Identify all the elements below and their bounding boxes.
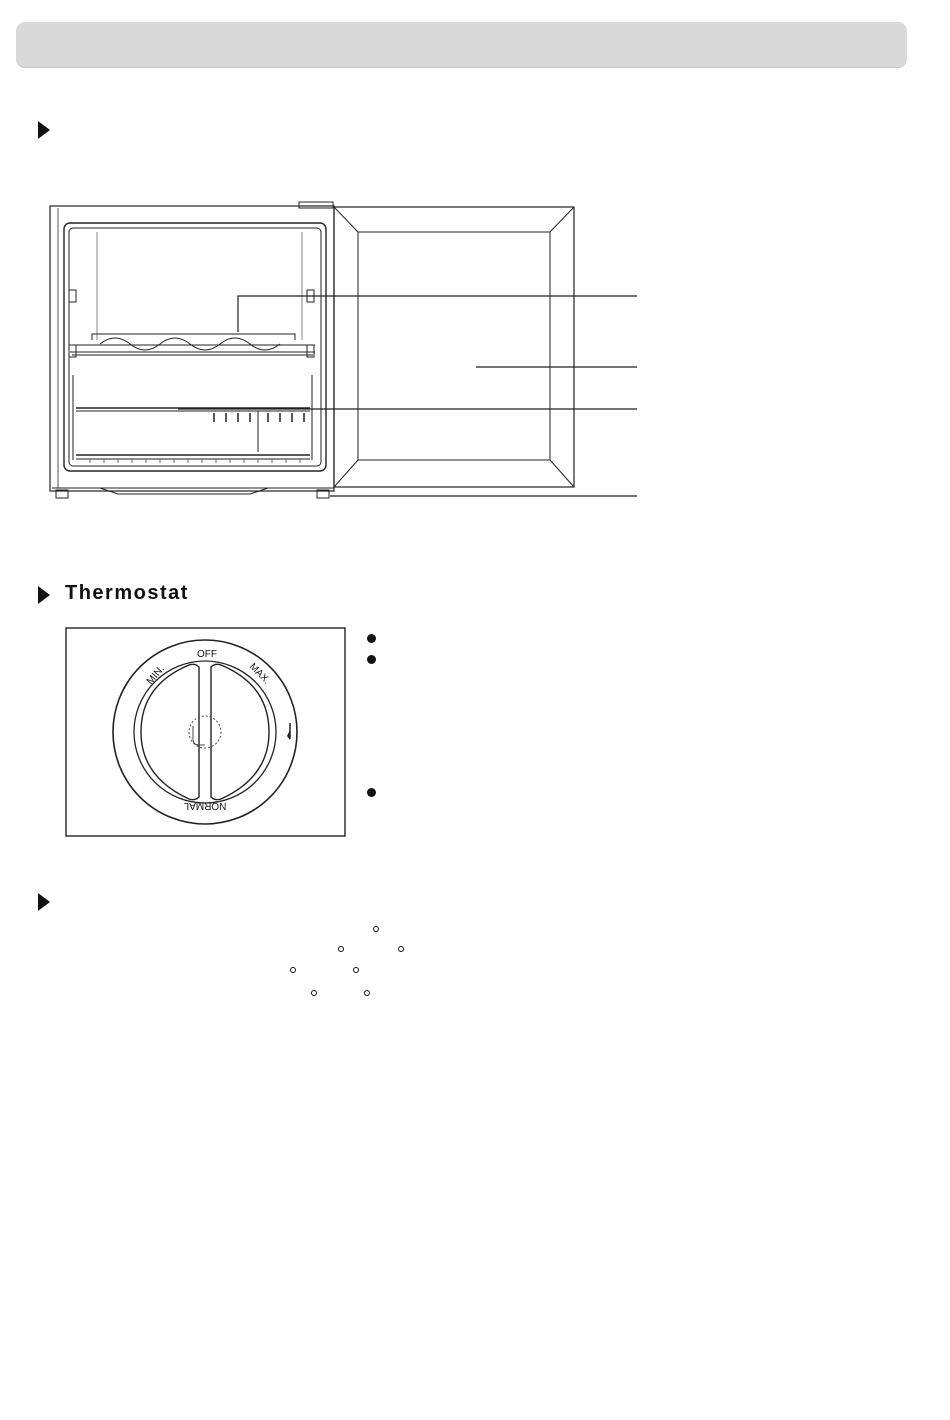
vent-ticks (214, 413, 304, 422)
degree-symbol-icon (364, 990, 370, 996)
dial-label-min: MIN. (144, 663, 167, 687)
bullet-icon (367, 655, 376, 664)
door-bevel-tr (550, 207, 574, 232)
door-bevel-br (550, 460, 574, 487)
bottom-rack-ticks (90, 459, 300, 463)
dial-label-off: OFF (197, 649, 217, 660)
section-marker-icon (38, 586, 50, 604)
door-bevel-bl (334, 460, 358, 487)
degree-symbol-icon (353, 967, 359, 973)
degree-symbol-icon (311, 990, 317, 996)
knob-right-half (211, 664, 269, 799)
dial-label-max: MAX. (246, 661, 272, 687)
top-hinge (299, 202, 333, 208)
leader-line-shelf (238, 296, 637, 332)
door-bevel-tl (334, 207, 358, 232)
thermostat-section-title: Thermostat (65, 582, 189, 604)
bottle-rest (100, 338, 280, 350)
bullet-icon (367, 788, 376, 797)
shelf-support-left (69, 290, 76, 302)
section-marker-icon (38, 893, 50, 911)
degree-symbol-icon (373, 926, 379, 932)
door-outline (334, 207, 574, 487)
degree-symbol-icon (338, 946, 344, 952)
dial-label-normal: NORMAL (183, 800, 227, 811)
fridge-diagram (0, 0, 950, 520)
degree-symbol-icon (398, 946, 404, 952)
thermostat-dial-illustration (65, 627, 347, 839)
wire-shelf (70, 345, 315, 355)
door-panel (358, 232, 550, 460)
cabinet-outline (50, 206, 334, 491)
bullet-icon (367, 634, 376, 643)
degree-symbol-icon (290, 967, 296, 973)
